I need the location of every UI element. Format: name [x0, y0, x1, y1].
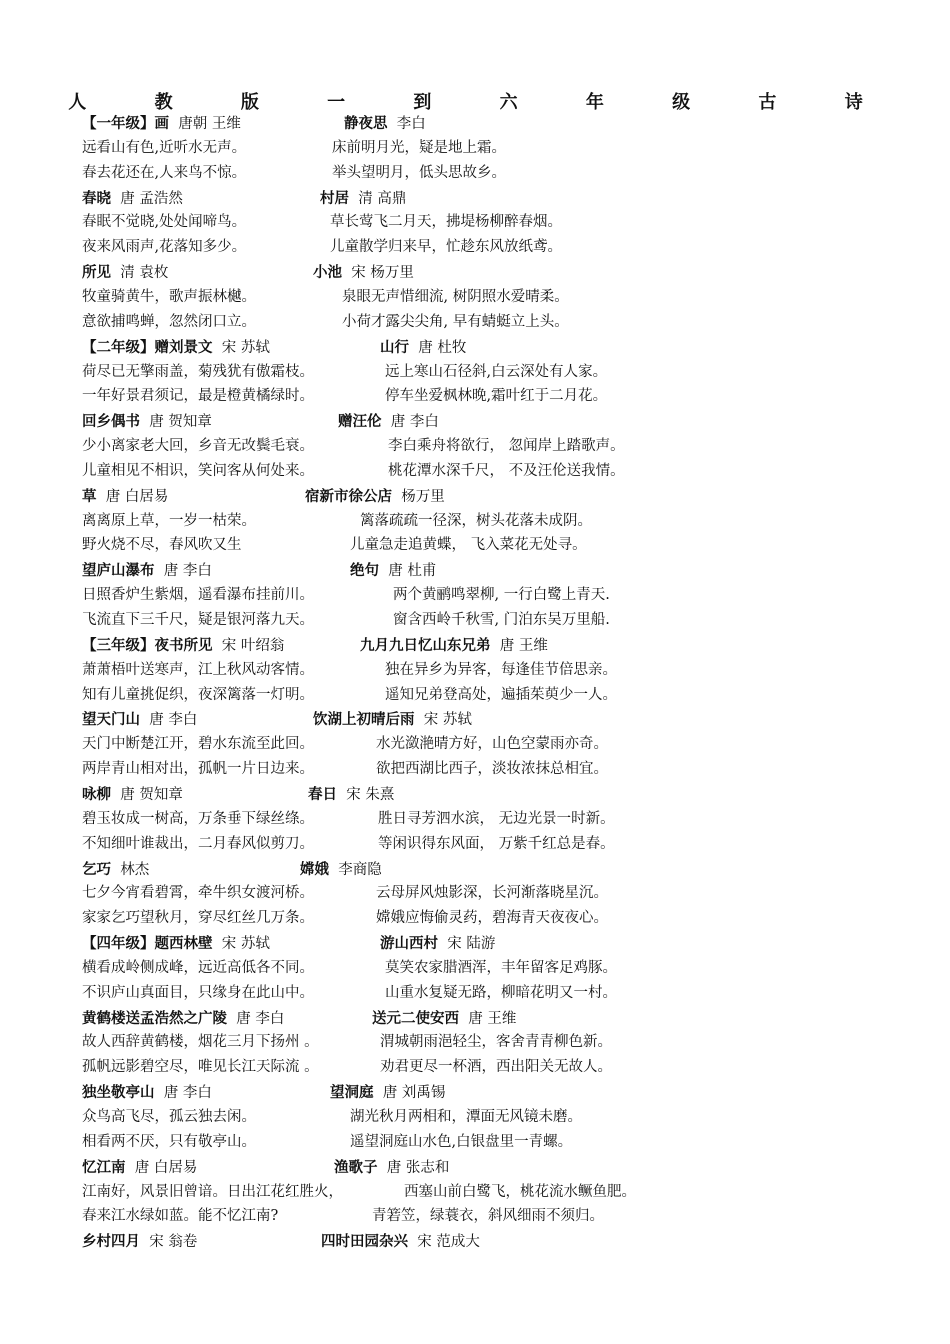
- verse-row: [0, 832, 950, 857]
- poem-title: 四时田园杂兴: [321, 1233, 408, 1251]
- left-verse-line: 天门中断楚江开，碧水东流至此回。: [82, 736, 314, 753]
- left-verse-line: 萧萧梧叶送寒声，江上秋风动客情。: [82, 661, 314, 678]
- left-poem-heading: [82, 1155, 197, 1181]
- poem-title: 乞巧: [82, 860, 111, 878]
- left-verse-line: 孤帆远影碧空尽，唯见长江天际流 。: [82, 1059, 319, 1076]
- poem-title-row: [0, 335, 950, 360]
- poem-title: 渔歌子: [334, 1158, 378, 1176]
- poem-title: 小池: [313, 264, 342, 282]
- left-verse-line: 众鸟高飞尽，孤云独去闲。: [82, 1109, 256, 1125]
- verse-row: [0, 509, 950, 534]
- left-verse-line: 意欲捕鸣蝉，忽然闭口立。: [82, 313, 256, 330]
- poem-author: 唐 张志和: [377, 1159, 450, 1176]
- right-poem-heading: [338, 409, 439, 435]
- right-poem-heading: [320, 186, 406, 212]
- page-title: 人 教 版 一 到 六 年 级 古 诗: [68, 92, 894, 113]
- poem-author: 宋 翁卷: [140, 1234, 198, 1251]
- right-verse-line: 桃花潭水深千尺， 不及汪伦送我情。: [388, 462, 625, 479]
- poem-author: 宋 朱熹: [337, 786, 395, 803]
- right-verse-line: 水光潋滟晴方好，山色空蒙雨亦奇。: [376, 736, 608, 753]
- right-poem-heading: [330, 1080, 445, 1106]
- poem-title: 游山西村: [380, 935, 438, 953]
- right-verse-line: 胜日寻芳泗水滨， 无边光景一时新。: [378, 810, 615, 827]
- left-verse-line: 七夕今宵看碧霄，牵牛织女渡河桥。: [82, 885, 314, 902]
- verse-row: [0, 533, 950, 558]
- poem-title-row: [0, 1080, 950, 1105]
- poem-title: 夜书所见: [154, 636, 213, 654]
- verse-row: [0, 1204, 950, 1229]
- poem-title: 回乡偶书: [82, 413, 140, 431]
- left-verse-line: 相看两不厌，只有敬亭山。: [82, 1133, 256, 1150]
- left-verse-line: 野火烧不尽，春风吹又生: [82, 537, 242, 554]
- poem-title-row: [0, 558, 950, 583]
- poem-title-row: [0, 707, 950, 732]
- right-poem-heading: [380, 931, 495, 957]
- left-poem-heading: [82, 1080, 212, 1106]
- left-poem-heading: [82, 558, 212, 584]
- left-poem-heading: [82, 484, 168, 510]
- left-verse-line: 不知细叶谁裁出，二月春风似剪刀。: [82, 835, 314, 852]
- right-verse-line: 李白乘舟将欲行， 忽闻岸上踏歌声。: [388, 438, 625, 455]
- left-verse-line: 牧童骑黄牛，歌声振林樾。: [82, 288, 256, 305]
- poem-title: 望天门山: [82, 711, 140, 729]
- right-verse-line: 嫦娥应悔偷灵药，碧海青天夜夜心。: [376, 910, 608, 927]
- right-verse-line: 篱落疏疏一径深，树头花落未成阴。: [360, 512, 592, 529]
- verse-row: [0, 235, 950, 260]
- poem-title: 村居: [320, 189, 349, 207]
- left-poem-heading: [82, 633, 284, 659]
- poem-author: 宋 苏轼: [212, 339, 270, 356]
- verse-row: [0, 658, 950, 683]
- poem-author: 杨万里: [392, 488, 445, 505]
- verse-row: [0, 583, 950, 608]
- right-verse-line: 小荷才露尖尖角, 早有蜻蜓立上头。: [342, 313, 569, 330]
- left-verse-line: 不识庐山真面目，只缘身在此山中。: [82, 984, 314, 1001]
- poem-title: 山行: [380, 338, 409, 356]
- left-poem-heading: [82, 857, 149, 883]
- right-verse-line: 窗含西岭千秋雪, 门泊东吴万里船.: [393, 612, 610, 628]
- right-verse-line: 儿童急走追黄蝶， 飞入菜花无处寻。: [350, 537, 587, 554]
- right-verse-line: 停车坐爱枫林晚,霜叶红于二月花。: [385, 388, 608, 405]
- verse-row: [0, 1055, 950, 1080]
- poem-title: 赠刘景文: [154, 338, 213, 356]
- poem-author: 唐 杜牧: [409, 339, 467, 356]
- poem-author: 李商隐: [329, 861, 382, 878]
- poem-title: 画: [154, 115, 169, 132]
- left-verse-line: 知有儿童挑促织，夜深篱落一灯明。: [82, 686, 314, 703]
- right-verse-line: 两个黄鹂鸣翠柳, 一行白鹭上青天.: [393, 587, 610, 604]
- poem-title: 咏柳: [82, 785, 111, 803]
- left-poem-heading: [82, 1006, 284, 1032]
- grade-label: 【二年级】: [82, 338, 155, 356]
- poem-title: 绝句: [350, 562, 379, 580]
- left-verse-line: 故人西辞黄鹤楼，烟花三月下扬州 。: [82, 1034, 319, 1051]
- left-verse-line: 日照香炉生紫烟，遥看瀑布挂前川。: [82, 587, 314, 604]
- poem-title: 所见: [82, 264, 111, 282]
- right-verse-line: 湖光秋月两相和，潭面无风镜未磨。: [350, 1109, 582, 1125]
- left-verse-line: 荷尽已无擎雨盖，菊残犹有傲霜枝。: [82, 363, 314, 380]
- left-verse-line: 一年好景君须记，最是橙黄橘绿时。: [82, 388, 314, 405]
- verse-row: [0, 956, 950, 981]
- left-verse-line: 横看成岭侧成峰，远近高低各不同。: [82, 959, 314, 976]
- poem-author: 宋 苏轼: [212, 936, 270, 953]
- poem-author: 唐 李白: [154, 1085, 212, 1102]
- verse-row: [0, 285, 950, 310]
- poem-title-row: [0, 633, 950, 658]
- poem-title: 草: [82, 487, 97, 505]
- left-verse-line: 儿童相见不相识，笑问客从何处来。: [82, 462, 314, 479]
- grade-label: 【四年级】: [82, 935, 155, 953]
- poem-title: 忆江南: [82, 1158, 126, 1176]
- right-poem-heading: [300, 857, 382, 883]
- right-verse-line: 远上寒山石径斜,白云深处有人家。: [385, 363, 608, 380]
- verse-row: [0, 881, 950, 906]
- verse-row: [0, 1180, 950, 1205]
- poem-author: 唐 孟浩然: [111, 190, 183, 207]
- verse-row: [0, 1130, 950, 1155]
- left-verse-line: 离离原上草，一岁一枯荣。: [82, 512, 256, 529]
- left-poem-heading: [82, 931, 270, 957]
- right-verse-line: 云母屏风烛影深，长河渐落晓星沉。: [376, 885, 608, 902]
- poem-title-row: [0, 782, 950, 807]
- poem-title-row: [0, 931, 950, 956]
- right-poem-heading: [313, 707, 472, 733]
- right-poem-heading: [308, 782, 394, 808]
- left-verse-line: 远看山有色,近听水无声。: [82, 139, 247, 156]
- left-verse-line: 家家乞巧望秋月，穿尽红丝几万条。: [82, 910, 314, 927]
- poem-author: 宋 陆游: [438, 936, 496, 953]
- verse-row: [0, 210, 950, 235]
- left-verse-line: 春来江水绿如蓝。能不忆江南?: [82, 1208, 279, 1225]
- poem-author: 唐 杜甫: [379, 563, 437, 580]
- poem-title: 春日: [308, 785, 337, 803]
- poem-author: 宋 范成大: [408, 1234, 480, 1251]
- right-poem-heading: [344, 111, 426, 137]
- verse-row: [0, 161, 950, 186]
- right-poem-heading: [380, 335, 466, 361]
- verse-row: [0, 459, 950, 484]
- poem-author: 唐 李白: [154, 563, 212, 580]
- poem-title: 赠汪伦: [338, 413, 382, 431]
- left-poem-heading: [82, 111, 241, 137]
- right-verse-line: 儿童散学归来早，忙趁东风放纸鸢。: [330, 239, 562, 256]
- right-poem-heading: [350, 558, 436, 584]
- left-poem-heading: [82, 1229, 197, 1255]
- verse-row: [0, 757, 950, 782]
- verse-row: [0, 683, 950, 708]
- right-poem-heading: [321, 1229, 480, 1255]
- poem-author: 唐 李白: [140, 712, 198, 729]
- poem-title: 题西林壁: [154, 935, 213, 953]
- left-poem-heading: [82, 409, 212, 435]
- right-verse-line: 西塞山前白鹭飞，桃花流水鳜鱼肥。: [404, 1183, 636, 1200]
- poem-title-row: [0, 1006, 950, 1031]
- poem-title: 乡村四月: [82, 1233, 140, 1251]
- verse-row: [0, 906, 950, 931]
- grade-label: 【一年级】: [82, 115, 155, 132]
- poem-author: 李白: [387, 116, 426, 132]
- right-verse-line: 泉眼无声惜细流, 树阴照水爱晴柔。: [342, 288, 569, 305]
- verse-row: [0, 136, 950, 161]
- right-verse-line: 劝君更尽一杯酒，西出阳关无故人。: [380, 1059, 612, 1076]
- poem-author: 清 袁枚: [111, 265, 169, 282]
- left-verse-line: 江南好，风景旧曾谙。日出江花红胜火，: [82, 1183, 343, 1200]
- right-verse-line: 独在异乡为异客，每逢佳节倍思亲。: [385, 661, 617, 678]
- poem-author: 唐 贺知章: [140, 414, 212, 431]
- right-verse-line: 床前明月光，疑是地上霜。: [332, 139, 506, 156]
- poem-author: 唐 白居易: [96, 488, 169, 505]
- poem-author: 唐 白居易: [125, 1159, 198, 1176]
- poem-author: 唐朝 王维: [169, 116, 241, 132]
- right-verse-line: 欲把西湖比西子，淡妆浓抹总相宜。: [376, 761, 608, 778]
- right-poem-heading: [334, 1155, 449, 1181]
- poem-title-row: [0, 1229, 950, 1254]
- poem-title: 黄鹤楼送孟浩然之广陵: [82, 1009, 227, 1027]
- verse-row: [0, 384, 950, 409]
- left-verse-line: 碧玉妆成一树高，万条垂下绿丝绦。: [82, 810, 314, 827]
- poem-author: 唐 李白: [227, 1010, 285, 1027]
- right-verse-line: 莫笑农家腊酒浑，丰年留客足鸡豚。: [385, 959, 617, 976]
- poem-author: 宋 苏轼: [414, 712, 472, 729]
- verse-row: [0, 732, 950, 757]
- poem-title: 饮湖上初晴后雨: [313, 711, 415, 729]
- poem-author: 唐 贺知章: [111, 786, 183, 803]
- left-poem-heading: [82, 707, 197, 733]
- poem-title: 嫦娥: [300, 860, 329, 878]
- right-verse-line: 举头望明月，低头思故乡。: [332, 164, 506, 181]
- verse-row: [0, 434, 950, 459]
- verse-row: [0, 360, 950, 385]
- poem-title: 望洞庭: [330, 1084, 374, 1102]
- left-verse-line: 夜来风雨声,花落知多少。: [82, 239, 247, 256]
- left-verse-line: 春去花还在,人来鸟不惊。: [82, 164, 247, 181]
- verse-row: [0, 981, 950, 1006]
- poem-author: 宋 叶绍翁: [212, 637, 285, 654]
- verse-row: [0, 1105, 950, 1130]
- left-poem-heading: [82, 186, 183, 212]
- left-verse-line: 飞流直下三千尺，疑是银河落九天。: [82, 612, 314, 628]
- poem-title-row: [0, 857, 950, 882]
- right-poem-heading: [305, 484, 445, 510]
- right-verse-line: 青箬笠，绿蓑衣，斜风细雨不须归。: [372, 1208, 604, 1225]
- poem-author: 唐 李白: [381, 414, 439, 431]
- poem-title-row: [0, 409, 950, 434]
- poem-title-row: [0, 484, 950, 509]
- right-verse-line: 遥望洞庭山水色,白银盘里一青螺。: [350, 1133, 573, 1150]
- poem-author: 林杰: [111, 861, 150, 878]
- poem-title: 送元二使安西: [372, 1009, 459, 1027]
- left-verse-line: 春眠不觉晓,处处闻啼鸟。: [82, 214, 247, 231]
- left-verse-line: 少小离家老大回，乡音无改鬓毛衰。: [82, 438, 314, 455]
- right-poem-heading: [360, 633, 548, 659]
- grade-label: 【三年级】: [82, 636, 155, 654]
- poem-title-row: [0, 260, 950, 285]
- right-verse-line: 渭城朝雨浥轻尘，客舍青青柳色新。: [380, 1034, 612, 1051]
- poem-title: 春晓: [82, 189, 111, 207]
- poem-title-row: [0, 111, 950, 136]
- verse-row: [0, 1030, 950, 1055]
- left-verse-line: 两岸青山相对出，孤帆一片日边来。: [82, 761, 314, 778]
- left-poem-heading: [82, 782, 183, 808]
- poem-title: 静夜思: [344, 115, 388, 132]
- poem-title-row: [0, 1155, 950, 1180]
- poem-title: 九月九日忆山东兄弟: [360, 636, 491, 654]
- poem-author: 唐 王维: [490, 637, 548, 654]
- right-verse-line: 山重水复疑无路，柳暗花明又一村。: [385, 984, 617, 1001]
- right-poem-heading: [313, 260, 414, 286]
- poem-author: 宋 杨万里: [342, 265, 414, 282]
- verse-row: [0, 310, 950, 335]
- left-poem-heading: [82, 335, 270, 361]
- poem-title: 望庐山瀑布: [82, 562, 155, 580]
- right-verse-line: 遥知兄弟登高处，遍插茱萸少一人。: [385, 686, 617, 703]
- verse-row: [0, 608, 950, 633]
- poem-author: 清 高鼎: [349, 190, 407, 207]
- poem-author: 唐 刘禹锡: [373, 1085, 446, 1102]
- poem-title: 宿新市徐公店: [305, 487, 392, 505]
- poem-title: 独坐敬亭山: [82, 1084, 155, 1102]
- right-verse-line: 等闲识得东风面， 万紫千红总是春。: [378, 835, 615, 852]
- left-poem-heading: [82, 260, 168, 286]
- right-poem-heading: [372, 1006, 516, 1032]
- poem-title-row: [0, 186, 950, 211]
- right-verse-line: 草长莺飞二月天，拂堤杨柳醉春烟。: [330, 214, 562, 231]
- poem-author: 唐 王维: [459, 1010, 517, 1027]
- verse-row: [0, 807, 950, 832]
